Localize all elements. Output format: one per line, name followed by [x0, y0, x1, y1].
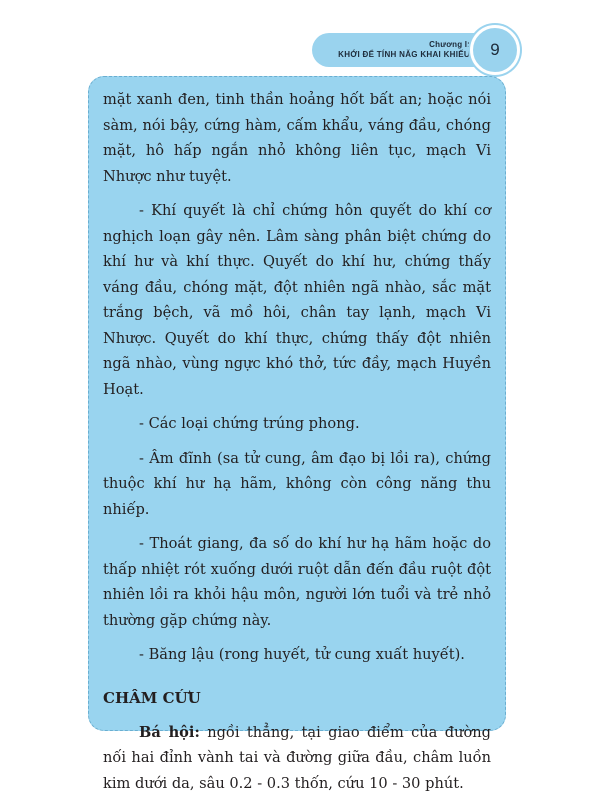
page-number: 9: [490, 40, 499, 60]
content-box: [88, 76, 506, 731]
page-number-badge: [470, 25, 520, 75]
paragraph-1: mặt xanh đen, tinh thần hoảng hốt bất an; hoặc nói sàm, nói bậy, cứng hàm, cấm khẩu, váng đầu, chóng mặt, hô hấp ngắn nhỏ không liên tục, mạch Vi Nhược như tuyệt.: [103, 87, 491, 189]
paragraph-khi-quyet: - Khí quyết là chỉ chứng hôn quyết do khí cơ nghịch loạn gây nên. Lâm sàng phân biệt chứng do khí hư và khí thực. Quyết do khí hư, chứng thấy váng đầu, chóng mặt, đột nhiên ngã nhào, sắc mặt trắng bệch, vã mồ hôi, chân tay lạnh, mạch Vi Nhược. Quyết do khí thực, chứng thấy đột nhiên ngã nhào, vùng ngực khó thở, tức đầy, mạch Huyền Hoạt.: [103, 198, 491, 402]
section-heading: CHÂM CỨU: [103, 686, 491, 710]
paragraph-am-dinh: - Âm đĩnh (sa tử cung, âm đạo bị lồi ra), chứng thuộc khí hư hạ hãm, không còn công năng thu nhiếp.: [103, 446, 491, 523]
chapter-header: [312, 33, 482, 67]
paragraph-bang-lau: - Băng lậu (rong huyết, tử cung xuất huyết).: [103, 642, 491, 668]
term-ba-hoi: Bá hội:: [139, 724, 200, 741]
paragraph-trung-phong: - Các loại chứng trúng phong.: [103, 411, 491, 437]
ba-hoi-description: ngồi thẳng, tại giao điểm của đường nối hai đỉnh vành tai và đường giữa đầu, châm luồn kim dưới da, sâu 0.2 - 0.3 thốn, cứu 10 - 30 phút.: [103, 724, 491, 792]
paragraph-ba-hoi: [103, 720, 491, 796]
chapter-label: Chương I:: [429, 40, 470, 50]
paragraph-thoat-giang: - Thoát giang, đa số do khí hư hạ hãm hoặc do thấp nhiệt rót xuống dưới ruột dẫn đến đầu ruột đột nhiên lồi ra khỏi hậu môn, người lớn tuổi và trẻ nhỏ thường gặp chứng này.: [103, 531, 491, 633]
chapter-title: KHỚI ĐỂ TÍNH NĂG KHAI KHIẾU: [338, 50, 470, 60]
